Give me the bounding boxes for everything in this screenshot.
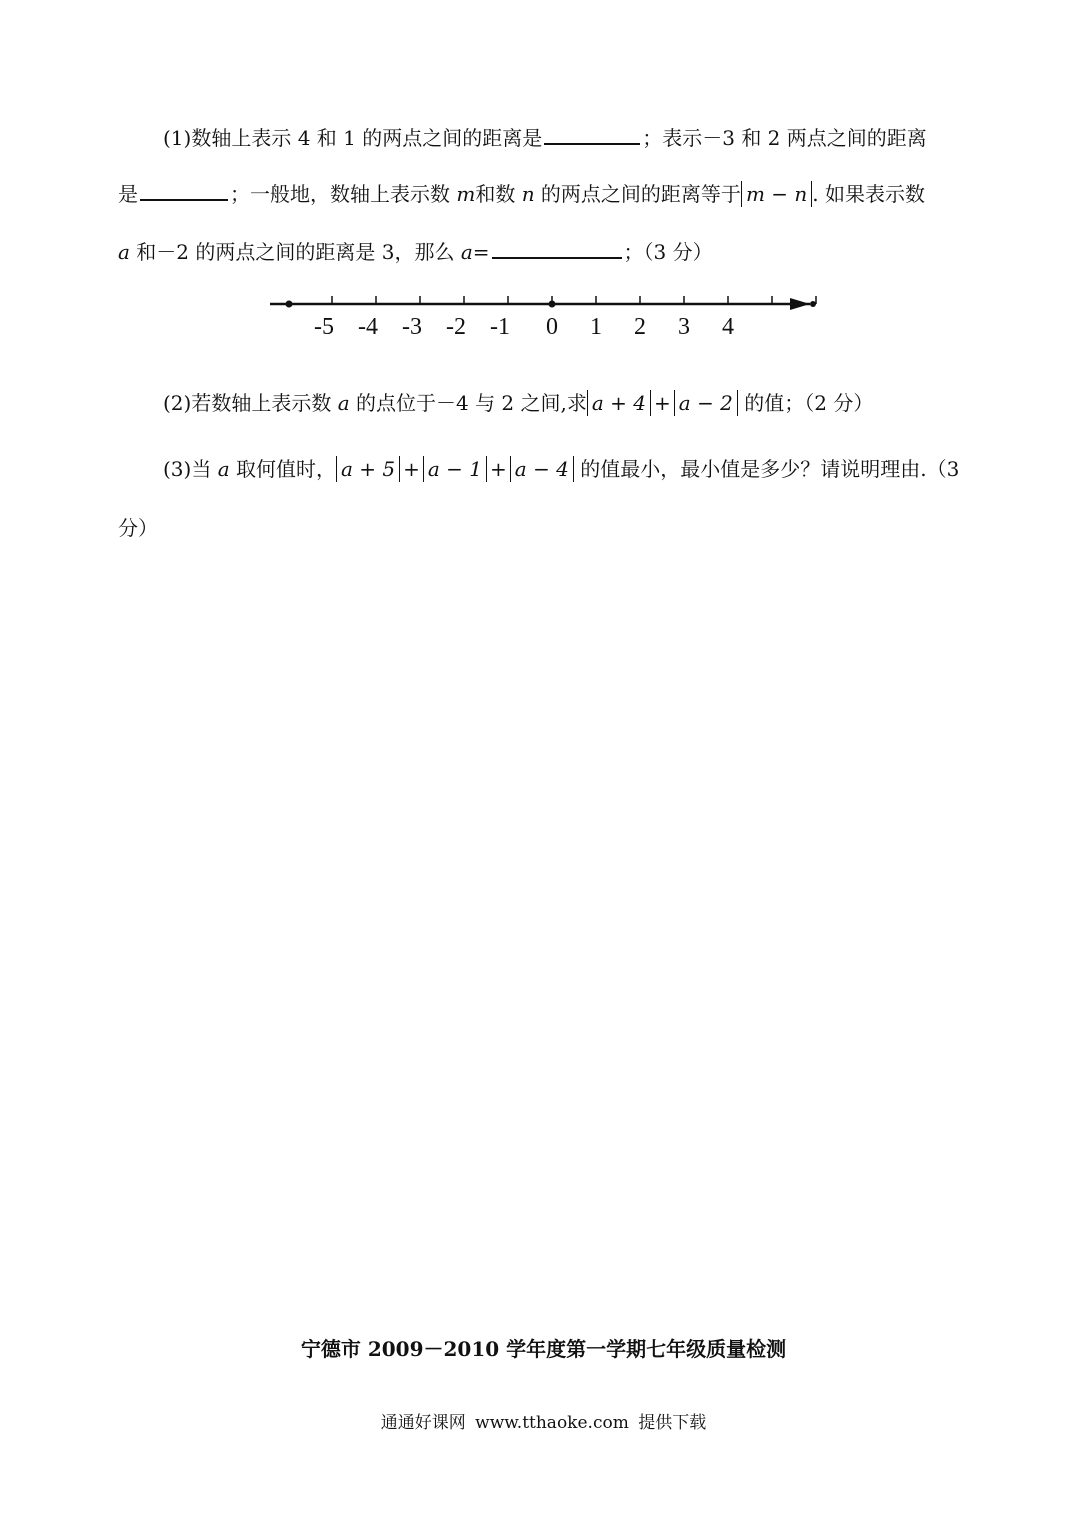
number-line-tick-label: -1 — [490, 314, 510, 340]
plus-sign: + — [654, 391, 671, 415]
q3-text: 分） — [118, 516, 158, 540]
q2-text: 的点位于－4 与 2 之间,求 — [349, 391, 587, 415]
abs-a-minus-4: a − 4 — [510, 456, 574, 482]
number-line-tick-label: 0 — [546, 314, 558, 340]
q1-text: 和－2 的两点之间的距离是 3，那么 — [129, 240, 461, 264]
q2-text: 若数轴上表示数 — [191, 391, 338, 415]
number-line-tick-label: -2 — [446, 314, 466, 340]
q1-blank-1[interactable] — [544, 125, 640, 145]
q2-line — [163, 389, 873, 417]
var-a: a — [460, 240, 473, 264]
equals-sign: = — [472, 240, 490, 264]
q1-text: 是 — [118, 182, 138, 206]
var-m: m — [456, 182, 476, 206]
exam-title: 宁德市 2009－2010 学年度第一学期七年级质量检测 — [300, 1337, 787, 1361]
plus-sign: + — [490, 457, 507, 481]
number-line-end-dot — [810, 301, 816, 307]
q1-blank-2[interactable] — [140, 181, 228, 201]
number-line-arrow — [790, 298, 810, 310]
number-line-start-dot — [286, 301, 293, 308]
q1-label: (1) — [163, 126, 192, 150]
number-line-tick-label: -3 — [402, 314, 422, 340]
q3-text: 的值最小，最小值是多少？请说明理由.（3 — [573, 457, 960, 481]
q1-text: 的两点之间的距离等于 — [534, 182, 741, 206]
number-line-tick-label: -5 — [314, 314, 334, 340]
number-line-tick-label: 4 — [722, 314, 734, 340]
number-line-tick-label: 2 — [634, 314, 646, 340]
q1-text: . 如果表示数 — [812, 182, 925, 206]
q1-text: 和数 — [475, 182, 522, 206]
q1-text: ；（3 分） — [623, 240, 713, 264]
number-line-tick-label: 3 — [678, 314, 690, 340]
q3-line-1 — [163, 455, 959, 483]
var-a: a — [337, 391, 350, 415]
q1-line-1 — [163, 124, 927, 152]
q1-text: 数轴上表示 4 和 1 的两点之间的距离是 — [191, 126, 543, 150]
abs-m-minus-n: m − n — [741, 181, 812, 207]
q3-label: (3) — [163, 457, 192, 481]
abs-a-plus-5: a + 5 — [336, 456, 400, 482]
q1-line-2 — [118, 180, 925, 208]
q1-blank-3[interactable] — [492, 239, 622, 259]
footer-text: 通通好课网 www.tthaoke.com 提供下载 — [380, 1413, 707, 1433]
plus-sign: + — [403, 457, 420, 481]
var-a: a — [217, 457, 230, 481]
var-n: n — [521, 182, 535, 206]
q3-line-2 — [118, 514, 158, 542]
var-a: a — [118, 240, 130, 264]
abs-a-minus-2: a − 2 — [674, 390, 738, 416]
number-line-tick-label: 1 — [590, 314, 602, 340]
q2-label: (2) — [163, 391, 192, 415]
q1-text: ；一般地，数轴上表示数 — [230, 182, 457, 206]
q1-text: ；表示－3 和 2 两点之间的距离 — [642, 126, 927, 150]
q3-text: 取何值时， — [229, 457, 336, 481]
q2-text: 的值；（2 分） — [737, 391, 874, 415]
q1-line-3 — [118, 238, 713, 266]
q3-text: 当 — [191, 457, 218, 481]
abs-a-minus-1: a − 1 — [423, 456, 487, 482]
number-line — [262, 290, 822, 350]
number-line-tick-label: -4 — [358, 314, 378, 340]
abs-a-plus-4: a + 4 — [587, 390, 651, 416]
